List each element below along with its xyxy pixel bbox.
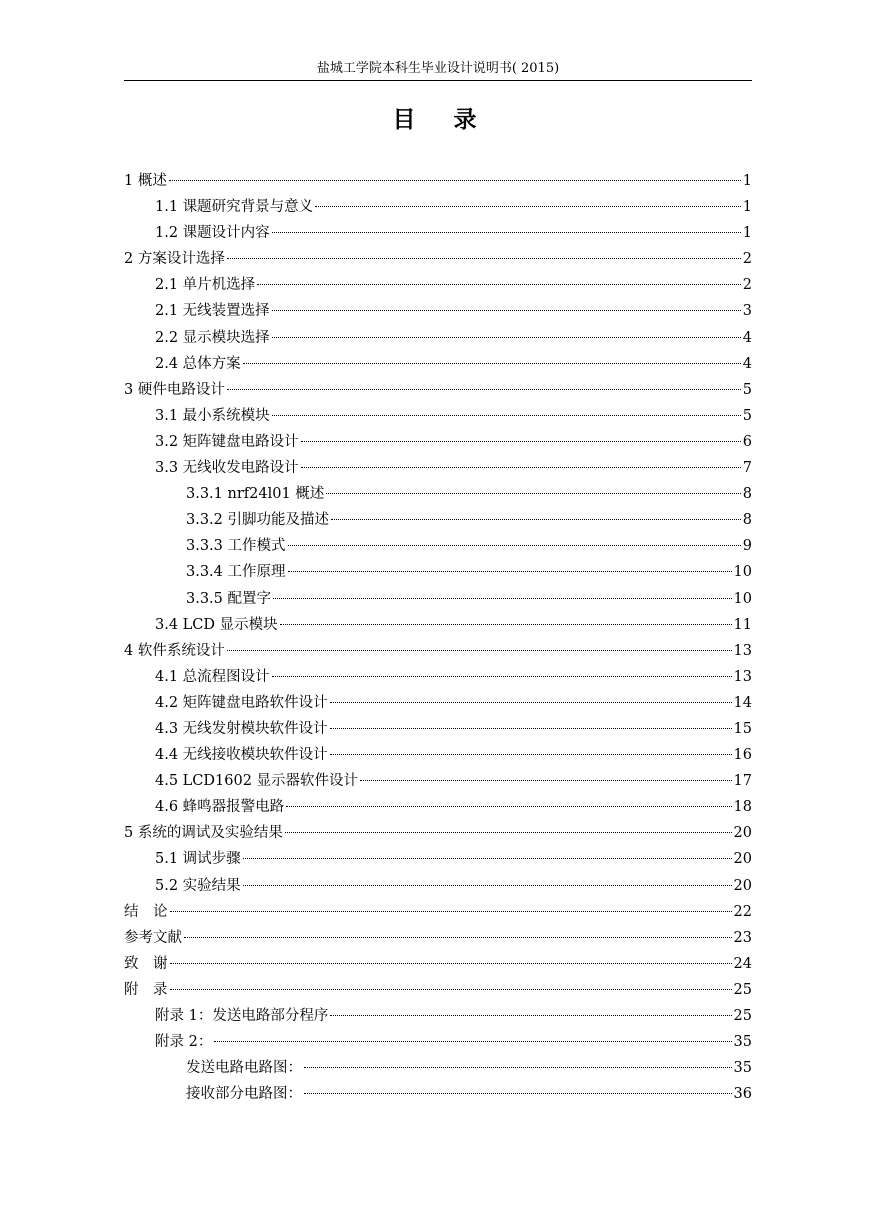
toc-entry[interactable] — [124, 742, 752, 768]
toc-entry-page: 6 — [742, 433, 752, 450]
toc-entry-page: 17 — [733, 773, 752, 790]
toc-entry-page: 1 — [742, 199, 752, 216]
toc-entry-label: 参考文献 — [124, 929, 182, 946]
toc-entry[interactable] — [124, 1003, 752, 1029]
toc-entry-label: 3.3.2 引脚功能及描述 — [186, 512, 330, 529]
toc-leader-dots — [170, 963, 732, 964]
toc-entry-page: 18 — [733, 799, 752, 816]
toc-entry-label: 2.1 单片机选择 — [155, 277, 256, 294]
toc-entry-label: 附 录 — [124, 981, 168, 998]
toc-entry[interactable] — [124, 846, 752, 872]
toc-entry[interactable] — [124, 298, 752, 324]
toc-entry-page: 10 — [733, 564, 752, 581]
toc-entry[interactable] — [124, 559, 752, 585]
toc-entry-label: 发送电路电路图： — [186, 1060, 302, 1077]
toc-entry[interactable] — [124, 716, 752, 742]
toc-entry-page: 10 — [733, 590, 752, 607]
toc-leader-dots — [272, 415, 741, 416]
toc-leader-dots — [184, 937, 732, 938]
toc-entry-page: 15 — [733, 720, 752, 737]
toc-entry-label: 1 概述 — [124, 173, 167, 189]
toc-entry-label: 1.2 课题设计内容 — [155, 225, 270, 242]
toc-entry[interactable] — [124, 272, 752, 298]
toc-leader-dots — [360, 780, 732, 781]
toc-entry-page: 16 — [733, 747, 752, 764]
toc-leader-dots — [326, 493, 740, 494]
toc-entry-label: 3.3.4 工作原理 — [186, 564, 286, 581]
toc-leader-dots — [170, 911, 732, 912]
toc-leader-dots — [304, 1093, 732, 1094]
toc-entry-page: 23 — [733, 929, 752, 946]
toc-leader-dots — [243, 858, 732, 859]
toc-entry-label: 5.1 调试步骤 — [155, 851, 241, 868]
toc-entry-page: 4 — [742, 329, 752, 346]
toc-entry[interactable] — [124, 977, 752, 1003]
toc-entry[interactable] — [124, 377, 752, 403]
toc-leader-dots — [288, 571, 732, 572]
toc-entry-page: 25 — [733, 981, 752, 998]
toc-entry[interactable] — [124, 220, 752, 246]
toc-entry-page: 25 — [733, 1008, 752, 1024]
toc-entry[interactable] — [124, 690, 752, 716]
toc-entry-label: 附录 2： — [155, 1034, 213, 1051]
toc-leader-dots — [272, 232, 741, 233]
toc-entry-page: 8 — [742, 512, 752, 529]
toc-entry[interactable] — [124, 246, 752, 272]
toc-entry-page: 13 — [733, 642, 752, 659]
toc-entry-label: 4 软件系统设计 — [124, 642, 225, 659]
toc-leader-dots — [315, 206, 741, 207]
toc-entry-label: 3.3.5 配置字 — [186, 590, 272, 607]
toc-leader-dots — [330, 702, 732, 703]
toc-leader-dots — [331, 519, 741, 520]
toc-leader-dots — [301, 467, 741, 468]
toc-entry-page: 13 — [733, 668, 752, 685]
toc-entry-label: 结 论 — [124, 903, 168, 920]
toc-leader-dots — [272, 337, 741, 338]
toc-entry-label: 4.5 LCD1602 显示器软件设计 — [155, 773, 359, 790]
toc-entry-page: 5 — [742, 407, 752, 424]
toc-entry[interactable] — [124, 768, 752, 794]
toc-entry-page: 11 — [733, 616, 752, 633]
toc-leader-dots — [304, 1067, 732, 1068]
toc-entry-page: 5 — [742, 381, 752, 398]
toc-entry[interactable] — [124, 794, 752, 820]
toc-leader-dots — [169, 180, 741, 181]
toc-entry[interactable] — [124, 925, 752, 951]
toc-entry[interactable] — [124, 820, 752, 846]
toc-leader-dots — [288, 545, 741, 546]
toc-leader-dots — [285, 832, 732, 833]
header-text: 盐城工学院本科生毕业设计说明书( 2015) — [316, 61, 560, 76]
toc-entry-page: 3 — [742, 303, 752, 320]
toc-entry-label: 4.6 蜂鸣器报警电路 — [155, 799, 285, 816]
toc-entry-page: 20 — [733, 851, 752, 868]
toc-entry-page: 20 — [733, 877, 752, 894]
toc-entry-page: 1 — [742, 225, 752, 242]
toc-entry-page: 14 — [733, 694, 752, 711]
toc-leader-dots — [272, 676, 732, 677]
toc-leader-dots — [243, 885, 732, 886]
toc-entry[interactable] — [124, 481, 752, 507]
toc-entry[interactable] — [124, 168, 752, 194]
toc-entry-page: 22 — [733, 903, 752, 920]
toc-entry-label: 4.1 总流程图设计 — [155, 668, 270, 685]
toc-entry[interactable] — [124, 507, 752, 533]
toc-leader-dots — [330, 728, 732, 729]
toc-leader-dots — [257, 284, 741, 285]
toc-entry[interactable] — [124, 612, 752, 638]
toc-entry[interactable] — [124, 899, 752, 925]
toc-leader-dots — [170, 989, 732, 990]
toc-entry-label: 2.1 无线装置选择 — [155, 303, 270, 320]
toc-entry-label: 5.2 实验结果 — [155, 877, 241, 894]
toc-leader-dots — [286, 806, 731, 807]
toc-entry-label: 3.3.1 nrf24l01 概述 — [186, 486, 325, 503]
toc-entry[interactable] — [124, 429, 752, 455]
toc-entry-label: 致 谢 — [124, 955, 168, 972]
toc-entry-label: 1.1 课题研究背景与意义 — [155, 199, 314, 216]
page-title: 目录 — [392, 107, 515, 133]
toc-leader-dots — [227, 389, 741, 390]
toc-leader-dots — [330, 1015, 731, 1016]
toc-entry-page: 20 — [733, 825, 752, 842]
toc-entry-label: 4.4 无线接收模块软件设计 — [155, 747, 328, 764]
toc-entry[interactable] — [124, 1081, 752, 1107]
toc-entry[interactable] — [124, 1029, 752, 1055]
toc-entry[interactable] — [124, 325, 752, 351]
toc-entry[interactable] — [124, 351, 752, 377]
toc-entry-label: 3.3.3 工作模式 — [186, 538, 286, 555]
table-of-contents — [124, 168, 752, 1107]
toc-entry[interactable] — [124, 873, 752, 899]
toc-entry[interactable] — [124, 455, 752, 481]
toc-entry-page: 36 — [733, 1086, 752, 1103]
toc-entry-label: 2.4 总体方案 — [155, 355, 241, 372]
toc-entry-page: 4 — [742, 355, 752, 372]
toc-leader-dots — [214, 1041, 731, 1042]
toc-entry-page: 7 — [742, 460, 752, 477]
toc-entry[interactable] — [124, 1055, 752, 1081]
toc-entry-page: 2 — [742, 251, 752, 268]
toc-entry-label: 3.2 矩阵键盘电路设计 — [155, 433, 299, 450]
toc-entry-label: 接收部分电路图： — [186, 1086, 302, 1103]
page-header — [124, 58, 752, 81]
toc-entry[interactable] — [124, 194, 752, 220]
toc-entry-label: 附录 1：发送电路部分程序 — [155, 1008, 329, 1024]
toc-entry-page: 9 — [742, 538, 752, 555]
toc-leader-dots — [243, 363, 741, 364]
toc-entry-page: 35 — [733, 1060, 752, 1077]
toc-entry[interactable] — [124, 951, 752, 977]
toc-entry-label: 4.3 无线发射模块软件设计 — [155, 720, 328, 737]
toc-entry[interactable] — [124, 638, 752, 664]
toc-entry-label: 3.3 无线收发电路设计 — [155, 460, 299, 477]
toc-entry-page: 24 — [733, 955, 752, 972]
toc-leader-dots — [301, 441, 741, 442]
toc-leader-dots — [280, 624, 732, 625]
toc-entry[interactable] — [124, 533, 752, 559]
toc-entry-page: 8 — [742, 486, 752, 503]
toc-leader-dots — [273, 598, 732, 599]
toc-entry-label: 4.2 矩阵键盘电路软件设计 — [155, 694, 328, 711]
toc-leader-dots — [227, 258, 741, 259]
toc-leader-dots — [330, 754, 732, 755]
toc-entry-label: 3.4 LCD 显示模块 — [155, 616, 278, 633]
toc-entry-label: 3 硬件电路设计 — [124, 381, 225, 398]
toc-entry[interactable] — [124, 664, 752, 690]
toc-leader-dots — [227, 650, 732, 651]
toc-entry-label: 2 方案设计选择 — [124, 251, 225, 268]
toc-entry-label: 2.2 显示模块选择 — [155, 329, 270, 346]
toc-entry[interactable] — [124, 586, 752, 612]
toc-entry-page: 35 — [733, 1034, 752, 1051]
toc-entry-label: 3.1 最小系统模块 — [155, 407, 270, 424]
toc-entry[interactable] — [124, 403, 752, 429]
toc-entry-label: 5 系统的调试及实验结果 — [124, 825, 283, 842]
toc-entry-page: 1 — [742, 173, 752, 189]
toc-leader-dots — [272, 310, 741, 311]
toc-entry-page: 2 — [742, 277, 752, 294]
